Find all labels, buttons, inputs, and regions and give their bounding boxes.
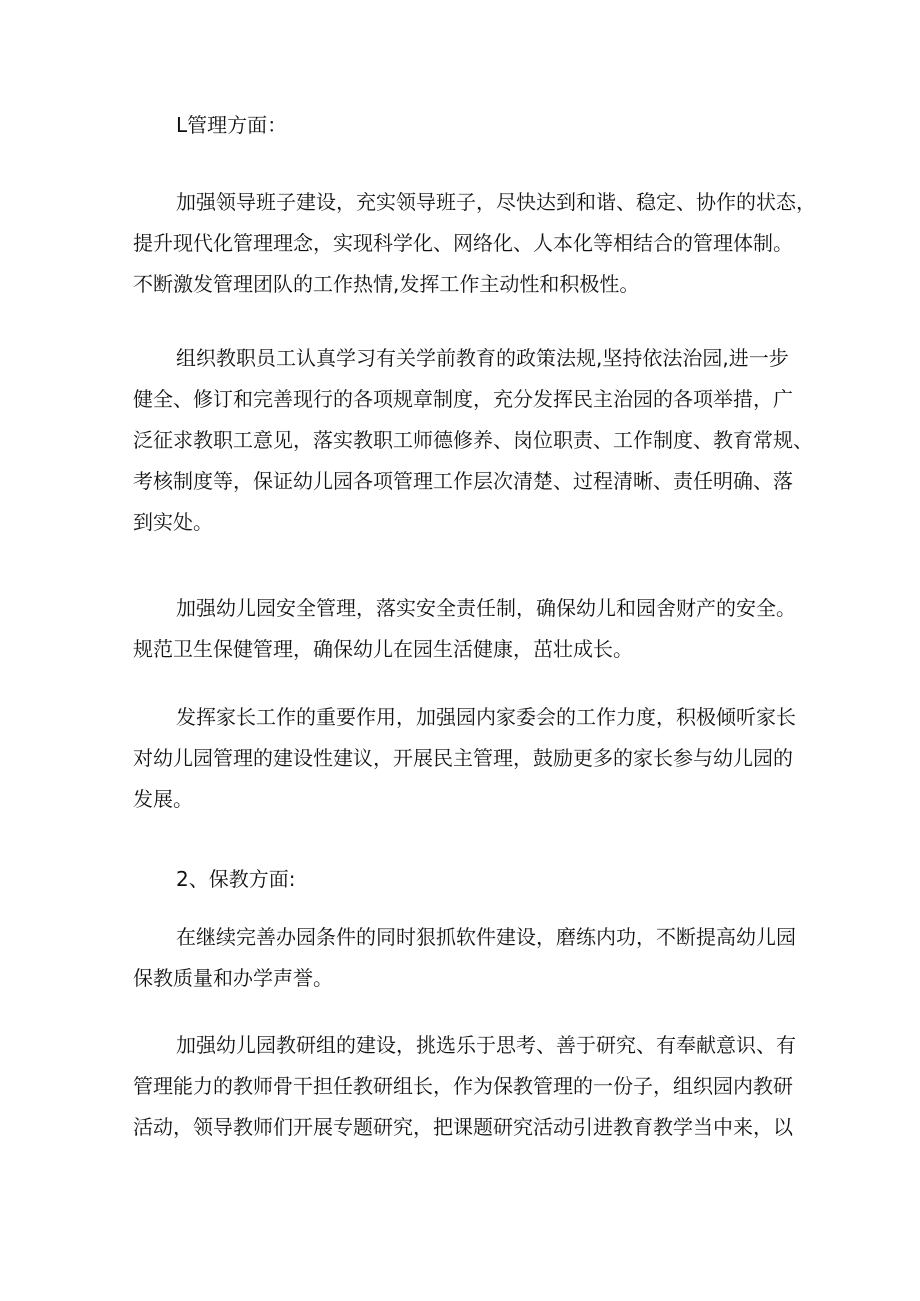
heading-text: 2、保教方面:	[176, 867, 296, 891]
paragraph-line: 规范卫生保健管理，确保幼儿在园生活健康，茁壮成长。	[133, 637, 633, 661]
paragraph-software	[133, 917, 799, 999]
paragraph-research	[133, 1025, 799, 1148]
heading-text: L管理方面：	[176, 113, 288, 137]
paragraph-line: 管理能力的教师骨干担任教研组长，作为保教管理的一份子，组织园内教研	[133, 1074, 793, 1098]
section-heading-education	[133, 859, 799, 900]
paragraph-line: 提升现代化管理理念，实现科学化、网络化、人本化等相结合的管理体制。	[133, 231, 793, 255]
paragraph-safety	[133, 588, 799, 670]
paragraph-line: 加强领导班子建设，充实领导班子，尽快达到和谐、稳定、协作的状态，	[176, 190, 816, 214]
paragraph-line: 加强幼儿园教研组的建设，挑选乐于思考、善于研究、有奉献意识、有	[176, 1033, 796, 1057]
paragraph-line: 组织教职员工认真学习有关学前教育的政策法规,坚持依法治园,进一步	[176, 346, 789, 370]
paragraph-line: 保教质量和办学声誉。	[133, 966, 333, 990]
paragraph-line: 不断激发管理团队的工作热情,发挥工作主动性和积极性。	[133, 272, 640, 296]
paragraph-regulations	[133, 338, 813, 543]
paragraph-line: 健全、修订和完善现行的各项规章制度，充分发挥民主治园的各项举措，广	[133, 387, 793, 411]
paragraph-leadership	[133, 182, 816, 305]
paragraph-line: 对幼儿园管理的建设性建议，开展民主管理，鼓励更多的家长参与幼儿园的	[133, 746, 793, 770]
paragraph-parents	[133, 697, 799, 820]
paragraph-line: 考核制度等，保证幼儿园各项管理工作层次清楚、过程清晰、责任明确、落	[133, 469, 793, 493]
paragraph-line: 在继续完善办园条件的同时狠抓软件建设，磨练内功，不断提高幼儿园	[176, 925, 796, 949]
paragraph-line: 活动，领导教师们开展专题研究，把课题研究活动引进教育教学当中来，以	[133, 1115, 793, 1139]
section-heading-management	[133, 105, 799, 146]
paragraph-line: 泛征求教职工意见，落实教职工师德修养、岗位职责、工作制度、教育常规、	[133, 428, 813, 452]
paragraph-line: 发挥家长工作的重要作用，加强园内家委会的工作力度，积极倾听家长	[176, 705, 796, 729]
paragraph-line: 发展。	[133, 787, 193, 811]
paragraph-line: 到实处。	[133, 510, 213, 534]
paragraph-line: 加强幼儿园安全管理，落实安全责任制，确保幼儿和园舍财产的安全。	[176, 596, 796, 620]
